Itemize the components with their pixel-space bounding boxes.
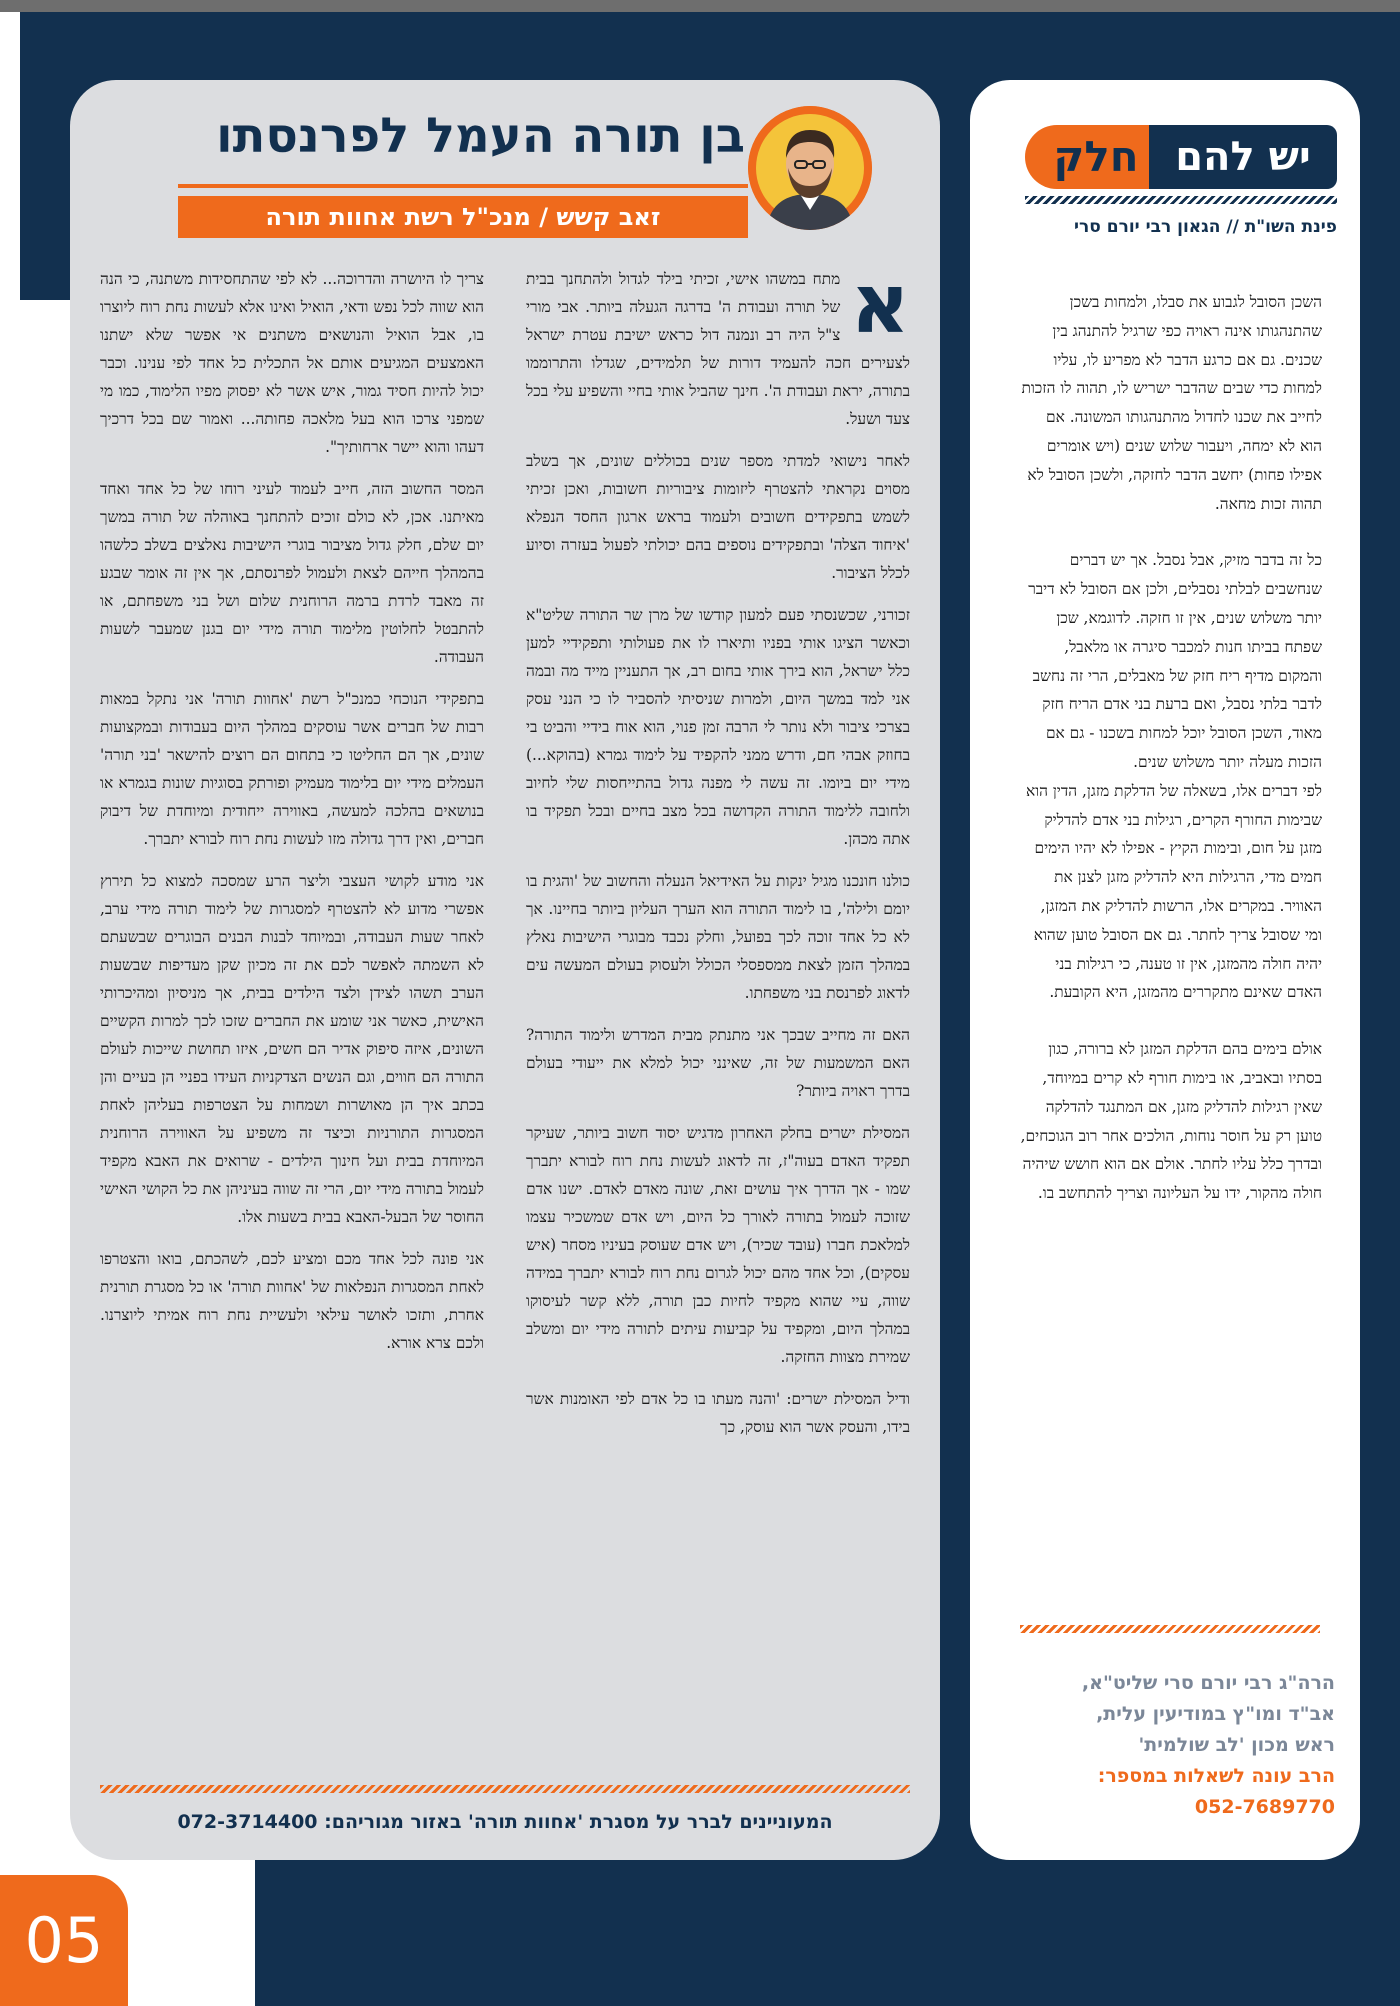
article-paragraph: אני פונה לכל אחד מכם ומציע לכם, לשהכתם, בואו והצטרפו לאחת המסגרות הנפלאות של 'אחוות תורה' או כל מסגרת תורנית אחרת, ותזכו לאושר עילאי ולעשיית נחת רוח אמיתי ליוצרנו. ולכם צרא אורא. [100,1250,484,1352]
article-column-left [100,265,484,1760]
article-paragraph: האם זה מחייב שבכך אני מתנתק מבית המדרש ולימוד התורה? האם המשמעות של זה, שאינני יכול למלא את ייעודי בעולם בדרך ראויה ביותר? [526,1026,910,1100]
signature-institute: ראש מכון 'לב שולמית' [1138,1734,1335,1756]
sidebar-subtitle: פינת השו"ת // הגאון רבי יורם סרי [1074,217,1337,237]
sidebar-title [1025,125,1337,189]
article-paragraph: בתפקידי הנוכחי כמנכ"ל רשת 'אחוות תורה' אני נתקל במאות רבות של חברים אשר עוסקים במהלך היום בעבודות ובמקצועות שונים, אך הם החליטו כי בתחום הם רוצים להישאר 'בני תורה' העמלים מידי יום בלימוד מעמיק ופורתק בסוגיות שונות בגמרא או בנושאים בהלכה למעשה, באווירה ייחודית ומיוחדת של דיבוק חברים, ואין דרך גדולה מזו לעשות נחת רוח לבורא יתברך. [100,690,484,848]
article-column-right [526,265,910,1760]
sidebar-paragraph: כל זה בדבר מזיק, אבל נסבל. אך יש דברים שנחשבים לבלתי נסבלים, ולכן אם הסובל לא דיבר יותר משלוש שנים, אין זו חזקה. לדוגמא, שכן שפתח בביתו חנות למכבר סיגרה או מלאבל, והמקום מדיף ריח חזק של מאבלים, הרי זה נחשב לדבר בלתי נסבל, ואם ברעת בני אדם הריח חזק מאוד, השכן הסובל יוכל למחות בשכנו - גם אם הזכות מעלה יותר משלוש שנים. [1028,551,1322,771]
article-byline: זאב קשש / מנכ"ל רשת אחוות תורה [178,196,748,238]
article-paragraph: המסילת ישרים בחלק האחרון מדגיש יסוד חשוב ביותר, שעיקר תפקיד האדם בעוה"ז, זה לדאוג לעשות נחת רוח לבורא יתברך שמו - אך הדרך איך עושים זאת, שונה מאדם לאדם. ישנו אדם שזוכה לעמול בתורה לאורך כל היום, ויש אדם שמשכיר עצמו למלאכת חברו (עובד שכיר), ויש אדם שעוסק בעיניו מסחר (איש עסקים), וכל אחד מהם יכול לגרום נחת רוח לבורא יתברך במידה שווה, עיי שהוא מקפיד לחיות כבן תורה, ללא קשר לעיסוקו במהלך היום, ומקפיד על קביעות עיתים לתורה מידי יום ומשלב שמירת מצוות החזקה. [526,1124,910,1366]
sidebar-title-part2: חלק [1025,125,1167,189]
footer-rule [100,1785,910,1793]
page-number: 05 [0,1875,128,2006]
article-paragraph: צריך לו היושרה והדרוכה... לא לפי שהתחסידות משתנה, כי הנה הוא שווה לכל נפש ודאי, הואיל ואינו אלא לעשות נחת רוח ליוצרו בו, אבל הואיל והנושאים משתנים אי אפשר שלא ישתנו האמצעים המגיעים אותם אל התכלית כל אחד לפי ענינו. וכבר יכול להיות חסיד גמור, איש אשר לא יפסוק מפיו הלימוד, כמו מי שמפני צרכו הוא בעל מלאכה פחותה... ואמור שם בכל דרכיך דעהו והוא יישר ארחותיך". [100,270,484,456]
signature-name: הרה"ג רבי יורם סרי שליט"א, [1081,1672,1335,1694]
sidebar-signature-rule [1020,1625,1320,1633]
article-paragraph: ודיל המסילת ישרים: 'והנה מעתו בו כל אדם לפי האומנות אשר בידו, והעסק אשר הוא עוסק, כך [526,1390,910,1436]
sidebar-title-part1: יש להם [1149,125,1337,189]
sidebar-title-rule [1025,196,1337,204]
signature-role: אב"ד ומו"ץ במודיעין עלית, [1096,1703,1335,1725]
author-portrait-icon [748,106,872,230]
sidebar-paragraph: השכן הסובל לגבוע את סבלו, ולמחות בשכן שהתנהגותו אינה ראויה כפי שרגיל להתנהג בין שכנים. גם אם כרגע הדבר לא מפריע לו, עליו למחות כדי שבים שהדבר ישריש לו, תהוה לו הזכות לחייב את שכנו לחדול מהתנהגותו המשונה. אם הוא לא ימחה, ויעבור שלוש שנים (ויש אומרים אפילו פחות) יחשב הדבר לחזקה, ולשכן הסובל לא תהוה זכות מחאה. [1021,293,1322,513]
article-paragraph: א מתח במשהו אישי, זכיתי בילד לגדול ולהתחנך בבית של תורה ועבודת ה' בדרגה הגעלה ביותר. אבי מורי צ"ל היה רב ונמנה דול כראש ישיבת עטרת ישראל לצעירים חכה להעמיד דורות של תלמידים, שגדלו והתרוממו בתורה, יראת ועבודת ה'. חינך שהביל אותי בחיי והשפיע עלי בכל צעד ושעל. [526,265,910,428]
signature-questions-label: הרב עונה לשאלות במספר: [1097,1765,1335,1787]
article-body [100,265,910,1760]
top-edge-bar [0,0,1400,12]
sidebar-paragraph: לפי דברים אלו, בשאלה של הדלקת מזגן, הדין הוא שבימות החורף הקרים, רגילות בני אדם להדליק מזגן על חום, ובימות הקיץ - אפילו לא יהיו הימים חמים מדי, הרגילות היא להדליק מזגן לצנן את האוויר. במקרים אלו, הרשות להדליק את המזגן, ומי שסובל צריך לחתר. גם אם הסובל טוען שהוא יהיה חולה מהמזגן, אין זו טענה, כי רגילות בני האדם שאינם מתקררים מהמזגן, היא הקובעת. [1025,781,1322,1002]
signature-phone: 052-7689770 [1194,1796,1335,1818]
article-headline: בן תורה העמל לפרנסתו [216,108,745,164]
byline-rule [178,184,748,188]
article-footer-contact: המעוניינים לברר על מסגרת 'אחוות תורה' באזור מגוריהם: 072-3714400 [177,1811,833,1833]
dropcap-letter: א [850,265,910,352]
sidebar-paragraph: אולם בימים בהם הדלקת המזגן לא ברורה, כגון בסתיו ובאביב, או בימות חורף לא קרים במיוחד, שאין רגילות להדליק מזגן, אם המתנגד להדלקה טוען רק על חוסר נוחות, הולכים אחר רוב הגוכחים, ובדרך כלל עליו לחתר. אולם אם הוא חושש שיהיה חולה מהקור, ידו על העליונה וצריך להתחשב בו. [1020,1040,1322,1203]
article-paragraph: לאחר נישואי למדתי מספר שנים בכוללים שונים, אך בשלב מסוים נקראתי להצטרף ליזומות ציבוריות חשובות, ואכן זכיתי לשמש בתפקידים חשובים ולעמוד בראש ארגון החסד הנפלא 'איחוד הצלה' ובתפקידים נוספים בהם יכולתי לפעול בעזרה וסיוע לכלל הציבור. [526,452,910,582]
article-paragraph: אני מודע לקושי העצבי וליצר הרע שמסכה למצוא כל תירוץ אפשרי מדוע לא להצטרף למסגרות של לימוד תורה מידי ערב, לאחר שעות העבודה, ובמיוחד לבנות הבנים הבוגרים שבשעתם לא השמתה לאפשר לכם את זה מכיון שקן מעדיפות שבשעות הערב תשהו לצידן ולצד הילדים בבית, אך מניסיון ומהיכרותי האישית, כאשר אני שומע את החברים שזכו לכך למרות הקשיים השונים, איזה סיפוק אדיר הם חשים, איזו תחושת שייכות לעולם התורה הם חווים, וגם הנשים הצדקניות העידו בפניי הן בעיים והן בכתב איך הן מאושרות ושמחות על הצטרפות בעליהן לאחת המסגרות התורניות וכיצד זה משפיע על האווירה הרוחנית המיוחדת בבית ועל חינוך הילדים - שרואים את האבא מקפיד לעמול בתורה מידי יום, הרי זה שווה בעיניהן את כל הקושי האישי החוסר של הבעל-האבא בבית בשעות אלו. [100,872,484,1226]
article-paragraph: זכורני, שכשנסתי פעם למעון קודשו של מרן שר התורה שליט"א וכאשר הציגו אותי בפניו ותיארו לו את פעולותי ותפקידיי למען כלל ישראל, הוא בירך אותי בחום רב, אך התעניין מייד מה ובמה אני למד במשך היום, ולמרות שניסיתי להסביר לו כי הנני עסק בצרכי ציבור ולא נותר לי הרבה זמן פנוי, הוא אוח בידיי והביט בי בחוזק אבהי חם, ודרש ממני להקפיד על לימוד גמרא (בהוקא...) מידי יום ביומו. זה עשה לי מפנה גדול בהתייחסות שלי לחיוב ולחובה ללימוד התורה הקדושה בכל מצב בחיים ובכל תפקיד בו אתה מכהן. [526,606,910,848]
article-paragraph: כולנו חונכנו מגיל ינקות על האידיאל הנעלה והחשוב של 'והגית בו יומם ולילה', בו לימוד התורה הוא הערך העליון ביותר בחיינו. אך לא כל אחד זוכה לכך בפועל, וחלק נכבד מבוגרי הישיבות נאלץ במהלך הזמן לצאת ממספסלי הכולל ולעסוק בעולם המעשה עים לדאוג לפרנסת בני משפחתו. [526,872,910,1002]
sidebar-body [1020,288,1322,1588]
article-paragraph: המסר החשוב הזה, חייב לעמוד לעיני רוחו של כל אחד ואחד מאיתנו. אכן, לא כולם זוכים להתחנך באוהלה של תורה במשך יום שלם, חלק גדול מציבור בוגרי הישיבות נאלצים בשלב כלשהו בהמהלך חייהם לצאת ולעמול לפרנסתם, אך אין זה אומר שבגע זה מאבד לרדת ברמה הרוחנית שלום ושל בני משפחתם, או להתבטל לחלוטין מלימוד תורה מידי יום בגנן שמעבר לשעות העבודה. [100,480,484,666]
sidebar-signature [1005,1668,1335,1823]
